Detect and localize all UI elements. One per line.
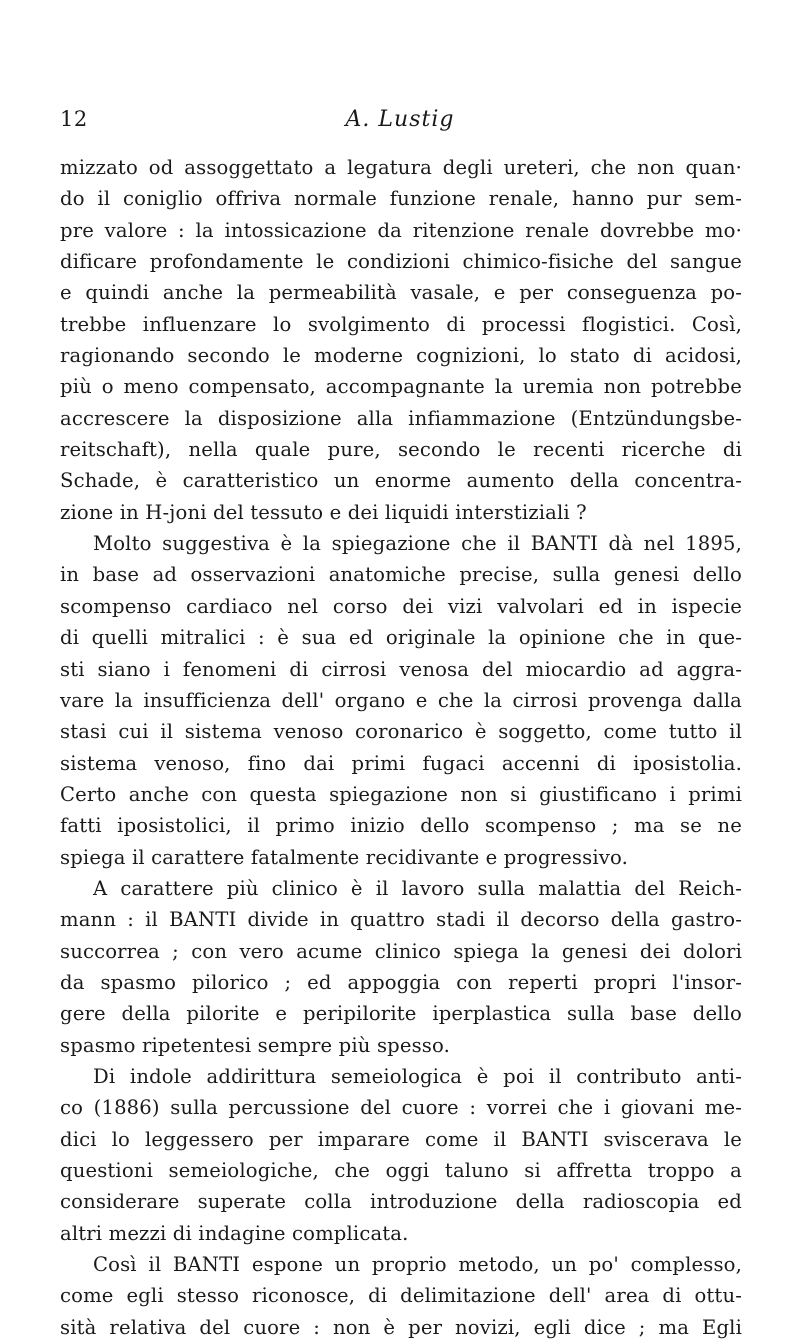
text-line: stasi cui il sistema venoso coronarico è soggetto, come tutto il [60,720,742,744]
text-line: considerare superate colla introduzione della radioscopia ed [60,1190,742,1214]
running-header [60,107,740,137]
text-line: do il coniglio offriva normale funzione renale, hanno pur sem- [60,187,742,211]
text-line: A carattere più clinico è il lavoro sulla malattia del Reich- [93,876,742,900]
text-line: da spasmo pilorico ; ed appoggia con reperti propri l'insor- [60,970,742,994]
text-line: di quelli mitralici : è sua ed originale la opinione che in que- [60,626,742,650]
text-line: e quindi anche la permeabilità vasale, e per conseguenza po- [60,281,742,305]
body-text [60,152,742,1343]
text-line: vare la insufficienza dell' organo e che la cirrosi provenga dalla [60,688,742,712]
text-line: dici lo leggessero per imparare come il BANTI sviscerava le [60,1127,742,1151]
text-line: Molto suggestiva è la spiegazione che il BANTI dà nel 1895, [93,532,742,556]
text-line: questioni semeiologiche, che oggi taluno si affretta troppo a [60,1159,742,1182]
text-line: più o meno compensato, accompagnante la uremia non potrebbe [60,375,742,399]
text-line: succorrea ; con vero acume clinico spiega la genesi dei dolori [60,939,742,963]
text-line: sistema venoso, fino dai primi fugaci accenni di iposistolia. [60,751,742,775]
text-line: sti siano i fenomeni di cirrosi venosa del miocardio ad aggra- [60,657,742,681]
text-line: co (1886) sulla percussione del cuore : vorrei che i giovani me- [60,1096,742,1120]
text-line: come egli stesso riconosce, di delimitazione dell' area di ottu- [60,1284,742,1308]
text-line: altri mezzi di indagine complicata. [60,1221,409,1245]
text-line: sità relativa del cuore : non è per novizi, egli dice ; ma Egli [60,1315,742,1339]
text-line: reitschaft), nella quale pure, secondo le recenti ricerche di [60,438,742,462]
text-line: pre valore : la intossicazione da ritenzione renale dovrebbe mo· [60,218,742,242]
text-line: in base ad osservazioni anatomiche precise, sulla genesi dello [60,563,742,587]
text-line: spasmo ripetentesi sempre più spesso. [60,1033,450,1057]
text-line: Certo anche con questa spiegazione non si giustificano i primi [60,782,742,806]
text-line: gere della pilorite e peripilorite iperplastica sulla base dello [60,1002,742,1026]
text-line: Così il BANTI espone un proprio metodo, un po' complesso, [93,1253,742,1277]
text-line: mann : il BANTI divide in quattro stadi il decorso della gastro- [60,908,742,932]
text-line: trebbe influenzare lo svolgimento di processi flogistici. Così, [60,312,742,336]
text-line: ragionando secondo le moderne cognizioni, lo stato di acidosi, [60,344,742,368]
text-line: mizzato od assoggettato a legatura degli ureteri, che non quan· [60,156,742,179]
text-line: accrescere la disposizione alla infiammazione (Entzündungsbe- [60,406,742,430]
text-line: Di indole addirittura semeiologica è poi il contributo anti- [93,1064,742,1088]
text-line: spiega il carattere fatalmente recidivante e progressivo. [60,845,628,869]
text-line: scompenso cardiaco nel corso dei vizi valvolari ed in ispecie [60,594,742,618]
page-number: 12 [60,107,88,131]
text-line: dificare profondamente le condizioni chimico-fisiche del sangue [60,250,742,274]
running-title: A. Lustig [345,107,455,132]
text-line: Schade, è caratteristico un enorme aumento della concentra- [60,469,742,493]
text-line: zione in H-joni del tessuto e dei liquidi interstiziali ? [60,500,587,524]
text-line: fatti iposistolici, il primo inizio dello scompenso ; ma se ne [60,814,742,838]
